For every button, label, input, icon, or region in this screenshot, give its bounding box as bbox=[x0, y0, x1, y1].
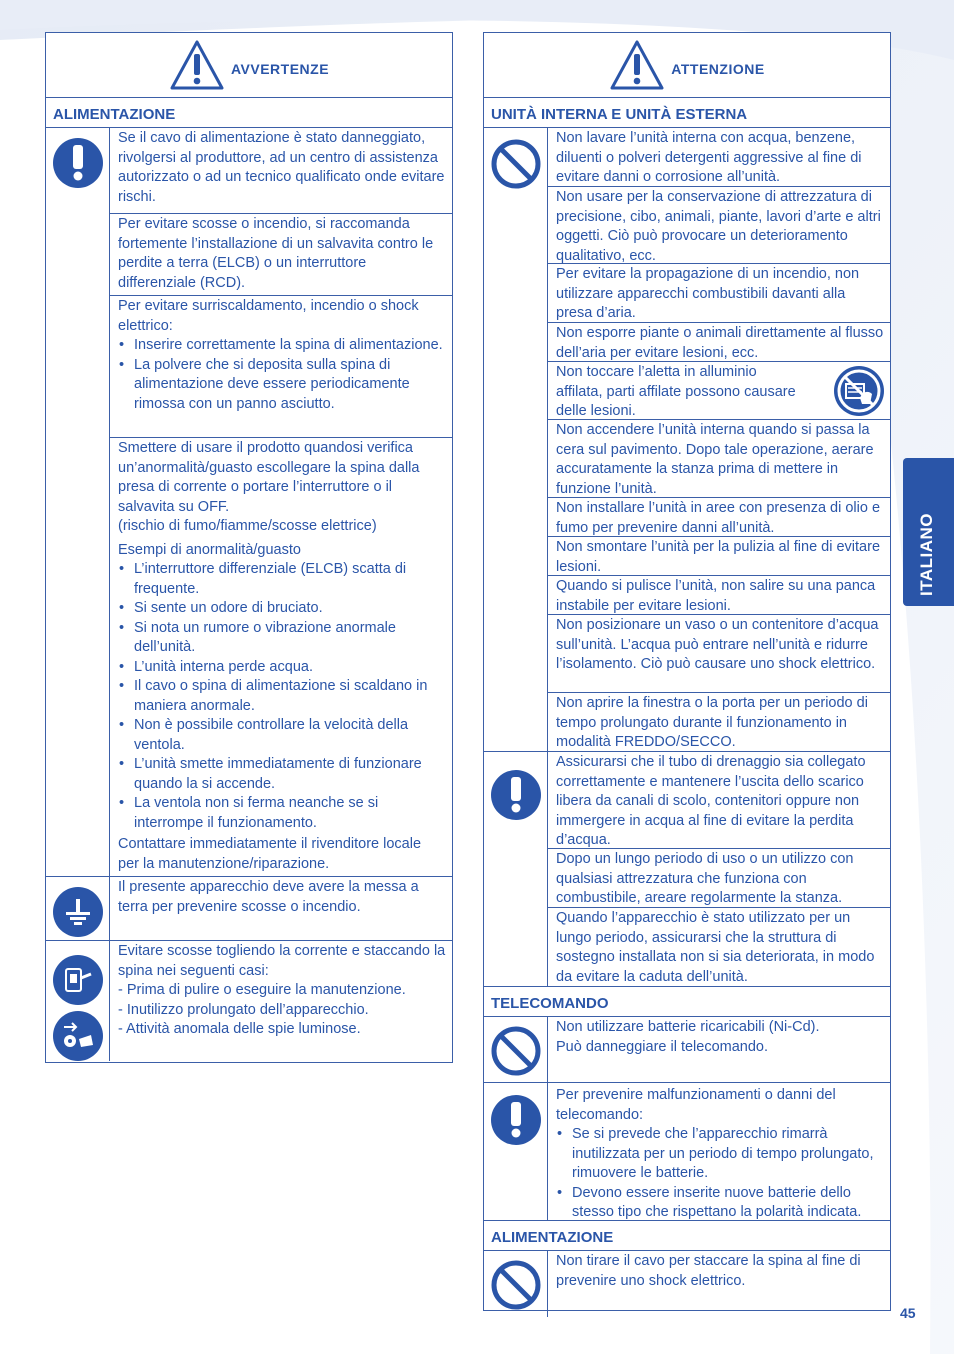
caution-group-mandatory bbox=[484, 752, 890, 987]
mandatory-exclamation-icon bbox=[491, 1095, 541, 1145]
no-touch-fins-icon bbox=[832, 364, 886, 425]
prohibition-icon bbox=[490, 138, 542, 195]
warning-cell: Smettere di usare il prodotto quandosi verifica un’anormalità/guasto escollegare la spina dalla presa di corrente o portare l’interruttore o il salvavita su OFF. (rischio di fumo/fiamme/scosse elettrice) Esempi di anormalità/guasto • L’interruttore differenziale (ELCB) scatta di frequente. • Si sente un odore di bruciato. • Si nota un rumore o vibrazione anormale dell’unità. • L’unità interna perde acqua. • Il cavo o spina di alimentazione si scaldano in maniera anormale. • Non è possibile controllare la velocità della ventola. • L’unità smette immediatamente di funzionare quando la si accende. • La ventola non si ferma neanche se si interrompe il funzionamento. Contattare immediatamente il rivenditore locale per la manutenzione/riparazione. bbox=[110, 438, 452, 876]
section-title-remote: TELECOMANDO bbox=[484, 987, 890, 1017]
caution-cell: Non smontare l’unità per la pulizia al fine di evitare lesioni. bbox=[548, 537, 890, 576]
caution-cell: Non accendere l’unità interna quando si passa la cera sul pavimento. Dopo tale operazione, aerare accuratamente la stanza prima di mettere in funzione l’unità. bbox=[548, 420, 890, 498]
mandatory-exclamation-icon bbox=[491, 770, 541, 820]
caution-group-prohibited bbox=[484, 128, 890, 752]
ground-earth-icon bbox=[53, 887, 103, 937]
caution-cell: Non toccare l’aletta in alluminio affilata, parti affilate possono causare delle lesioni. bbox=[548, 362, 890, 420]
unplug-icon bbox=[53, 1011, 103, 1061]
mandatory-exclamation-icon bbox=[53, 138, 103, 188]
warning-cell: Evitare scosse togliendo la corrente e staccando la spina nei seguenti casi: - Prima di pulire o eseguire la manutenzione. - Inutilizzo prolungato dell’apparecchio. - Attività anomala delle spie luminose. bbox=[118, 943, 446, 1037]
warning-cell: Per evitare surriscaldamento, incendio o shock elettrico: • Inserire correttamente la spina di alimentazione. • La polvere che si deposita sulla spina di alimentazione deve essere periodicamente rimossa con un panno asciutto. bbox=[110, 296, 452, 438]
list-item: • Non è possibile controllare la velocità della ventola. bbox=[134, 716, 446, 755]
caution-cell: Dopo un lungo periodo di uso o un utilizzo con qualsiasi attrezzatura che funziona con combustibile, areare regolarmente la stanza. bbox=[548, 849, 890, 908]
list-item: • Si sente un odore di bruciato. bbox=[134, 599, 446, 619]
language-tab-label: ITALIANO bbox=[917, 512, 936, 596]
cautions-header bbox=[484, 33, 890, 98]
warnings-title: AVVERTENZE bbox=[230, 61, 330, 77]
list-item: • Il cavo o spina di alimentazione si scaldano in maniera anormale. bbox=[134, 677, 446, 716]
warning-group-mandatory bbox=[46, 128, 452, 877]
section-title-indoor-outdoor: UNITÀ INTERNA E UNITÀ ESTERNA bbox=[484, 98, 890, 128]
page-number: 45 bbox=[900, 1305, 916, 1321]
caution-cell: Quando l’apparecchio è stato utilizzato per un lungo periodo, assicurarsi che la struttura di sostegno installata non si sia deteriorata, in modo da evitare la caduta dell’unità. bbox=[556, 910, 875, 985]
caution-cell: Assicurarsi che il tubo di drenaggio sia collegato correttamente e mantenere l’uscita dello scarico libera da canali di scolo, contenitori oppure non immergere in acqua al fine di evitare la perdita d’acqua. bbox=[548, 752, 890, 849]
list-item: • Devono essere inserite nuove batterie dello stesso tipo che rispettano la polarità indicata. bbox=[572, 1184, 884, 1223]
language-tab bbox=[903, 458, 954, 606]
caution-cell: Non usare per la conservazione di attrezzatura di precisione, cibo, animali, piante, lavori d’arte e altri oggetti. Ciò può provocare un deterioramento qualitativo, ecc. bbox=[548, 187, 890, 264]
list-item: • L’unità smette immediatamente di funzionare quando la si accende. bbox=[134, 755, 446, 794]
warning-cell: Per evitare scosse o incendio, si raccomanda fortemente l’installazione di un salvavita contro le perdite a terra (ELCB) o un interruttore differenziale (RCD). bbox=[110, 214, 452, 296]
warning-triangle-icon bbox=[169, 39, 225, 91]
list-item: • L’interruttore differenziale (ELCB) scatta di frequente. bbox=[134, 560, 446, 599]
caution-group-remote-mandatory bbox=[484, 1083, 890, 1221]
section-title-power: ALIMENTAZIONE bbox=[46, 98, 452, 128]
list-item: • L’unità interna perde acqua. bbox=[134, 658, 446, 678]
caution-cell: Non lavare l’unità interna con acqua, benzene, diluenti o polveri detergenti aggressive al fine di evitare danni o corrosione all’unità. bbox=[548, 128, 890, 187]
caution-cell: Non aprire la finestra o la porta per un periodo di tempo prolungato durante il funzionamento in modalità FREDDO/SECCO. bbox=[556, 695, 868, 750]
switch-off-icon bbox=[53, 955, 103, 1005]
list-item: • La polvere che si deposita sulla spina di alimentazione deve essere periodicamente rimossa con un panno asciutto. bbox=[134, 356, 446, 415]
caution-cell: Non esporre piante o animali direttamente al flusso dell’aria per evitare lesioni, ecc. bbox=[548, 323, 890, 362]
list-item: • Inserire correttamente la spina di alimentazione. bbox=[134, 336, 446, 356]
list-item: • Se si prevede che l’apparecchio rimarrà inutilizzata per un periodo di tempo prolungato, rimuovere le batterie. bbox=[572, 1125, 884, 1184]
caution-cell: Non utilizzare batterie ricaricabili (Ni-Cd). Può danneggiare il telecomando. bbox=[556, 1019, 820, 1055]
warning-triangle-icon bbox=[609, 39, 665, 91]
cautions-title: ATTENZIONE bbox=[671, 61, 765, 77]
caution-cell: Per prevenire malfunzionamenti o danni del telecomando: • Se si prevede che l’apparecchio rimarrà inutilizzata per un periodo di tempo prolungato, rimuovere le batterie. • Devono essere inserite nuove batterie dello stesso tipo che rispettano la polarità indicata. bbox=[548, 1083, 890, 1220]
warnings-header bbox=[46, 33, 452, 98]
warning-group-ground bbox=[46, 877, 452, 941]
cautions-panel bbox=[483, 32, 891, 1311]
warning-cell: Se il cavo di alimentazione è stato danneggiato, rivolgersi al produttore, ad un centro di assistenza autorizzato o ad un tecnico qualificato onde evitare rischi. bbox=[110, 128, 452, 214]
list-item: • La ventola non si ferma neanche se si interrompe il funzionamento. bbox=[134, 794, 446, 833]
warnings-panel bbox=[45, 32, 453, 1063]
caution-group-remote-prohibited bbox=[484, 1017, 890, 1083]
warning-cell: Il presente apparecchio deve avere la messa a terra per prevenire scosse o incendio. bbox=[118, 879, 419, 915]
caution-cell: Per evitare la propagazione di un incendio, non utilizzare apparecchi combustibili davanti alla presa d’aria. bbox=[548, 264, 890, 323]
caution-cell: Non posizionare un vaso o un contenitore d’acqua sull’unità. L’acqua può entrare nell’unità e ridurre l’isolamento. Ciò può causare uno shock elettrico. bbox=[548, 615, 890, 693]
caution-cell: Non installare l’unità in aree con presenza di olio e fumo per prevenire danni all’unità. bbox=[548, 498, 890, 537]
caution-cell: Non tirare il cavo per staccare la spina al fine di prevenire uno shock elettrico. bbox=[556, 1253, 861, 1289]
caution-group-power-prohibited bbox=[484, 1251, 890, 1317]
list-item: • Si nota un rumore o vibrazione anormale dell’unità. bbox=[134, 619, 446, 658]
caution-cell: Quando si pulisce l’unità, non salire su una panca instabile per evitare lesioni. bbox=[548, 576, 890, 615]
warning-group-unplug bbox=[46, 941, 452, 1061]
section-title-power: ALIMENTAZIONE bbox=[484, 1221, 890, 1251]
prohibition-icon bbox=[490, 1259, 542, 1316]
prohibition-icon bbox=[490, 1025, 542, 1082]
